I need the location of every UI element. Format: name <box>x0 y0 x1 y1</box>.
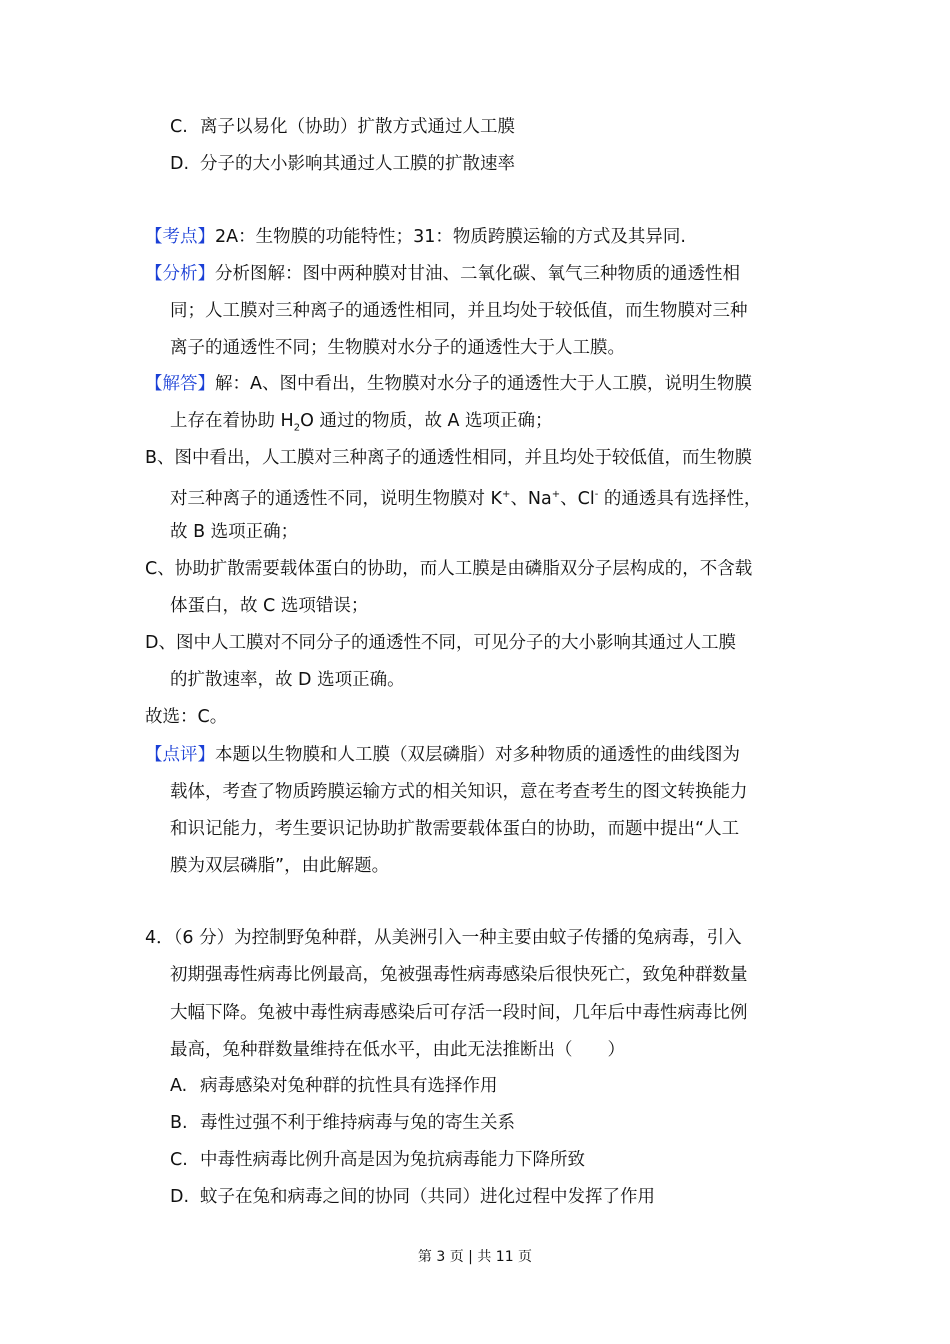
jieda-line <box>170 484 761 510</box>
text: 上存在着协助 H <box>170 411 294 431</box>
option-b <box>170 1112 515 1134</box>
text: 的通透具有选择性， <box>598 488 762 509</box>
dianping-line: 和识记能力，考生要识记协助扩散需要载体蛋白的协助，而题中提出“人工 <box>170 819 740 839</box>
text: 解：A、图中看出，生物膜对水分子的通透性大于人工膜，说明生物膜 <box>215 374 752 394</box>
option-text: 离子以易化（协助）扩散方式通过人工膜 <box>200 117 515 137</box>
dianping-line: 膜为双层磷脂”，由此解题。 <box>170 856 390 876</box>
option-c <box>170 116 515 138</box>
fenxi-line <box>145 263 740 285</box>
question-line: 初期强毒性病毒比例最高，兔被强毒性病毒感染后很快死亡，致兔种群数量 <box>170 965 748 985</box>
dianping-line <box>145 744 740 766</box>
section-tag: 【解答】 <box>145 374 215 394</box>
option-text: 毒性过强不利于维持病毒与兔的寄生关系 <box>200 1113 515 1133</box>
option-label: C. <box>170 117 188 137</box>
jieda-line: 体蛋白，故 C 选项错误； <box>170 596 369 616</box>
page-footer: 第 3 页 | 共 11 页 <box>417 1249 533 1265</box>
section-tag: 【点评】 <box>145 745 215 765</box>
superscript: + <box>551 489 561 500</box>
jieda-line: B、图中看出，人工膜对三种离子的通透性相同，并且均处于较低值，而生物膜 <box>145 448 753 468</box>
answer-line: 故选：C。 <box>145 707 228 727</box>
text: 、Na <box>510 488 552 509</box>
jieda-line: D、图中人工膜对不同分子的通透性不同，可见分子的大小影响其通过人工膜 <box>145 633 736 653</box>
question-line: 最高，兔种群数量维持在低水平，由此无法推断出（ ） <box>170 1040 625 1060</box>
text: 对三种离子的通透性不同，说明生物膜对 K <box>170 488 503 509</box>
superscript: + <box>502 489 511 500</box>
option-text: 蚊子在兔和病毒之间的协同（共同）进化过程中发挥了作用 <box>200 1187 655 1207</box>
question-line: 4．（6 分）为控制野兔种群，从美洲引入一种主要由蚊子传播的兔病毒，引入 <box>145 928 742 948</box>
option-d <box>170 1186 655 1208</box>
jieda-line: 的扩散速率，故 D 选项正确。 <box>170 670 405 690</box>
question-line: 大幅下降。兔被中毒性病毒感染后可存活一段时间，几年后中毒性病毒比例 <box>170 1003 748 1023</box>
jieda-line: 故 B 选项正确； <box>170 522 299 542</box>
jieda-line: C、协助扩散需要载体蛋白的协助，而人工膜是由磷脂双分子层构成的，不含载 <box>145 559 753 579</box>
option-d <box>170 153 515 175</box>
text: 、Cl <box>560 488 595 509</box>
kaodian-section <box>145 226 686 248</box>
jieda-line <box>170 410 553 440</box>
option-label: B. <box>170 1113 188 1133</box>
option-c <box>170 1149 585 1171</box>
superscript: - <box>594 489 599 500</box>
fenxi-line: 同；人工膜对三种离子的通透性相同，并且均处于较低值，而生物膜对三种 <box>170 301 748 321</box>
option-a <box>170 1075 498 1097</box>
text: O 通过的物质，故 A 选项正确； <box>300 411 553 431</box>
section-text: 2A：生物膜的功能特性；31：物质跨膜运输的方式及其异同. <box>215 227 686 247</box>
option-label: C. <box>170 1150 188 1170</box>
jieda-line <box>145 373 752 395</box>
option-label: D. <box>170 1187 190 1207</box>
dianping-line: 载体，考查了物质跨膜运输方式的相关知识，意在考查考生的图文转换能力 <box>170 782 748 802</box>
option-text: 病毒感染对兔种群的抗性具有选择作用 <box>200 1076 498 1096</box>
text: 本题以生物膜和人工膜（双层磷脂）对多种物质的通透性的曲线图为 <box>215 745 740 765</box>
section-tag: 【考点】 <box>145 227 215 247</box>
option-label: A. <box>170 1076 188 1096</box>
fenxi-line: 离子的通透性不同；生物膜对水分子的通透性大于人工膜。 <box>170 338 625 358</box>
option-label: D. <box>170 154 190 174</box>
text: 分析图解：图中两种膜对甘油、二氧化碳、氧气三种物质的通透性相 <box>215 264 740 284</box>
option-text: 中毒性病毒比例升高是因为兔抗病毒能力下降所致 <box>200 1150 585 1170</box>
option-text: 分子的大小影响其通过人工膜的扩散速率 <box>200 154 515 174</box>
section-tag: 【分析】 <box>145 264 215 284</box>
subscript: 2 <box>293 422 301 434</box>
